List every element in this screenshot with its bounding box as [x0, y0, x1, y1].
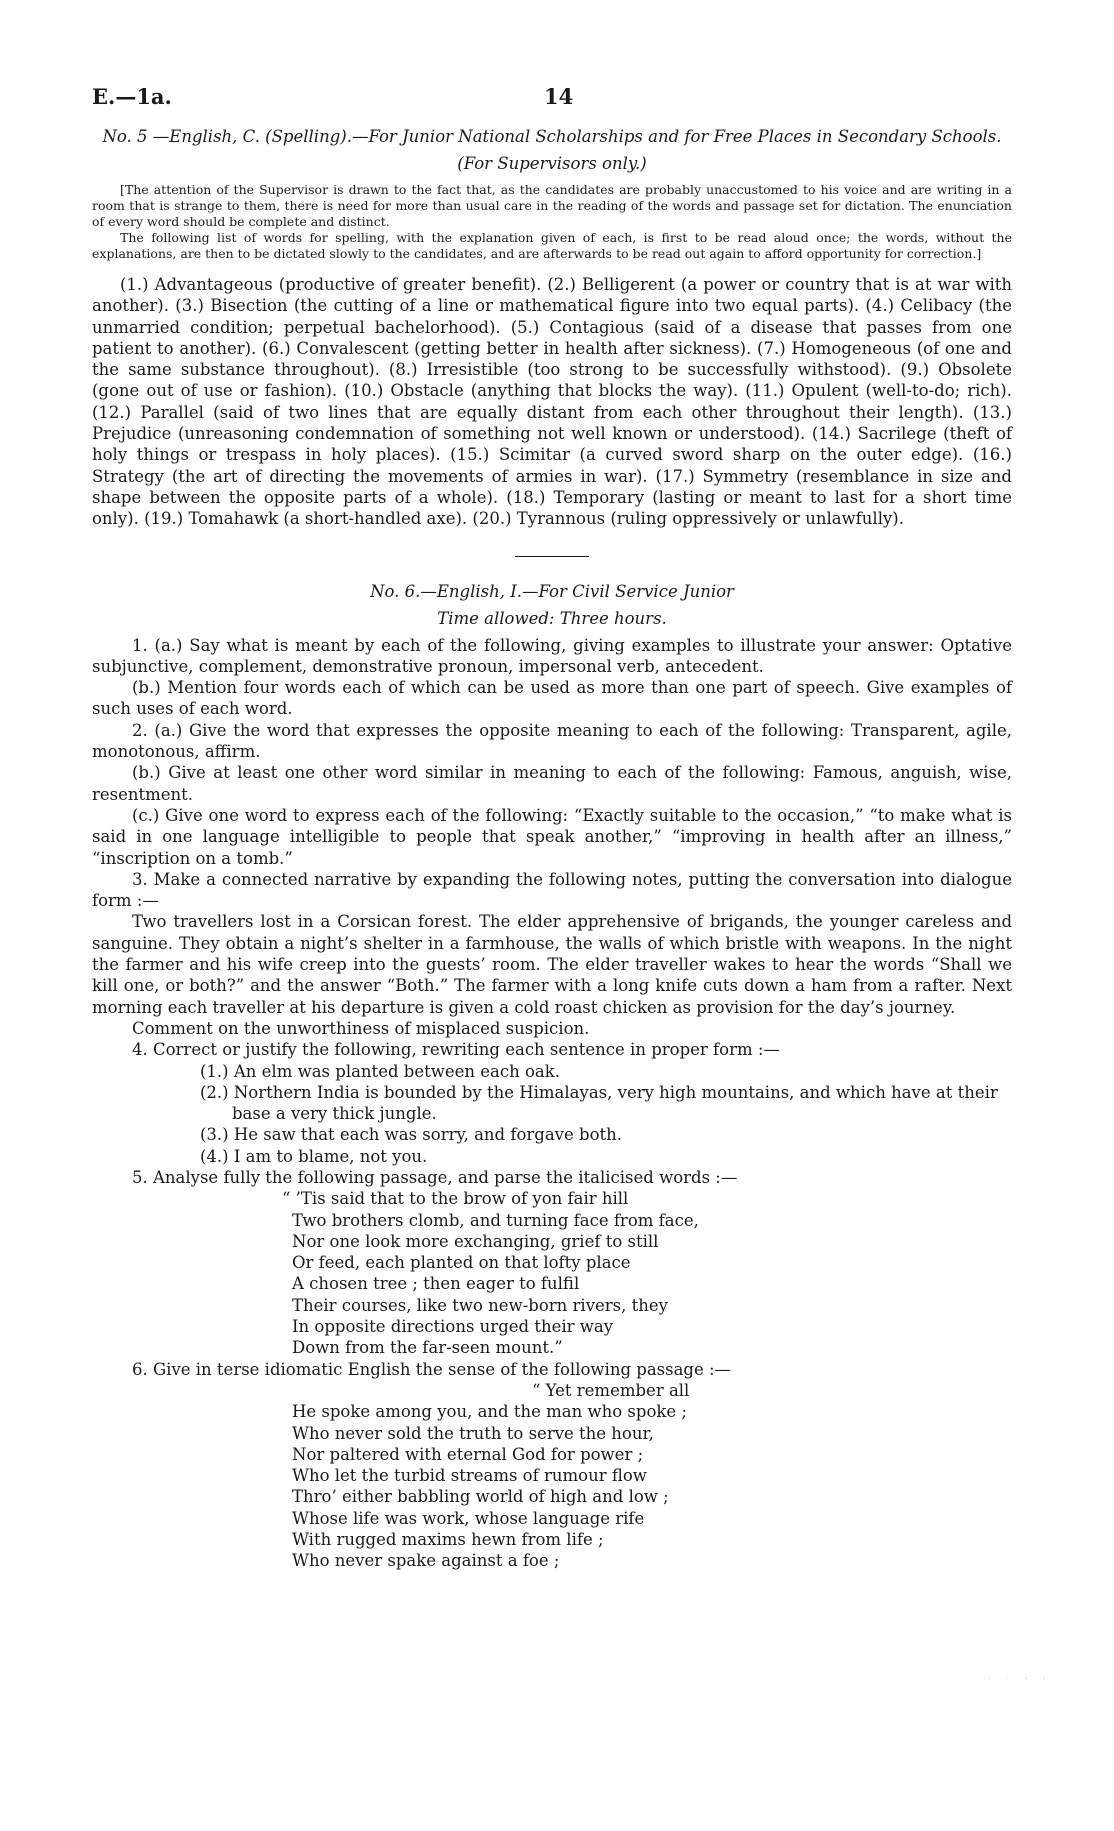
poem-line: With rugged maxims hewn from life ;: [292, 1530, 604, 1550]
document-code: E.—1a.: [92, 84, 172, 109]
poem-line: Thro’ either babbling world of high and low ;: [292, 1487, 669, 1507]
supervisor-instructions: The following list of words for spelling, with the explanation given of each, is first to be read aloud once; the words, without the explanations, are then to be dictated slowly to the candidates, and are afterwards to be read out again to afford opportunity for correction.]: [92, 230, 1012, 261]
question-2c: (c.) Give one word to express each of the following: “Exactly suitable to the occasion,” “to make what is said in one language intelligible to people that speak another,” “improving in health after an illness,” “inscription on a tomb.”: [92, 805, 1012, 868]
poem-line: In opposite directions urged their way: [292, 1317, 614, 1337]
question-5: 5. Analyse fully the following passage, and parse the italicised words :—: [132, 1167, 738, 1187]
question-4-item: (3.) He saw that each was sorry, and forgave both.: [200, 1125, 623, 1145]
poem-line: Two brothers clomb, and turning face from face,: [292, 1210, 699, 1230]
poem-line: He spoke among you, and the man who spoke ;: [292, 1402, 687, 1422]
question-3-comment: Comment on the unworthiness of misplaced suspicion.: [132, 1018, 590, 1038]
poem-line: Who never sold the truth to serve the hour,: [292, 1423, 654, 1443]
question-4-item: (4.) I am to blame, not you.: [200, 1146, 428, 1166]
page-number: 14: [544, 84, 574, 109]
section-6-title: No. 6.—English, I.—For Civil Service Junior: [370, 581, 734, 601]
document-page: [92, 84, 1012, 1572]
supervisor-note: [The attention of the Supervisor is drawn to the fact that, as the candidates are probably unaccustomed to his voice and are writing in a room that is strange to them, there is need for more than usual care in the reading of the words and passage set for dictation. The enunciation of every word should be complete and distinct.: [92, 182, 1012, 229]
question-6: 6. Give in terse idiomatic English the sense of the following passage :—: [132, 1359, 732, 1379]
poem-line: Down from the far-seen mount.”: [292, 1338, 563, 1358]
poem-line: “ Yet remember all: [532, 1380, 690, 1400]
question-2b: (b.) Give at least one other word similar in meaning to each of the following: Famous, anguish, wise, resentment.: [92, 763, 1012, 804]
poem-line: Nor one look more exchanging, grief to still: [292, 1231, 659, 1251]
question-1a: 1. (a.) Say what is meant by each of the following, giving examples to illustrate your answer: Optative subjunctive, complement, demonstrative pronoun, impersonal verb, antecedent.: [92, 635, 1012, 676]
question-1b: (b.) Mention four words each of which can be used as more than one part of speech. Give examples of such uses of each word.: [92, 678, 1012, 719]
question-2a: 2. (a.) Give the word that expresses the opposite meaning to each of the following: Transparent, agile, monotonous, affirm.: [92, 720, 1012, 762]
question-4-item: (1.) An elm was planted between each oak.: [200, 1061, 560, 1081]
question-3: 3. Make a connected narrative by expanding the following notes, putting the conversation into dialogue form :—: [92, 869, 1012, 911]
section-5-subtitle: (For Supervisors only.): [457, 154, 647, 173]
section-5-title: No. 5 —English, C. (Spelling).—For Junior National Scholarships and for Free Places in Secondary Schools.: [102, 127, 1002, 146]
poem-line: Their courses, like two new-born rivers, they: [292, 1295, 668, 1315]
question-5-passage: [92, 1188, 1012, 1358]
section-6: [92, 581, 1012, 1572]
poem-line: Nor paltered with eternal God for power ;: [292, 1444, 644, 1464]
question-4-item: (2.) Northern India is bounded by the Himalayas, very high mountains, and which have at their base a very thick jungle.: [200, 1082, 998, 1124]
poem-line: Who never spake against a foe ;: [292, 1551, 560, 1571]
time-allowed: Time allowed: Three hours.: [437, 608, 667, 628]
poem-line: “ ’Tis said that to the brow of yon fair hill: [282, 1189, 629, 1209]
question-4: 4. Correct or justify the following, rewriting each sentence in proper form :—: [132, 1040, 780, 1060]
section-divider: [515, 556, 589, 557]
spelling-list: (1.) Advantageous (productive of greater benefit). (2.) Belligerent (a power or country that is at war with another). (3.) Bisection (the cutting of a line or mathematical figure into two equal parts). (4.) Celibacy (the unmarried condition; perpetual bachelorhood). (5.) Contagious (said of a disease that passes from one patient to another). (6.) Convalescent (getting better in health after sickness). (7.) Homogeneous (of one and the same substance throughout). (8.) Irresistible (too strong to be successfully withstood). (9.) Obsolete (gone out of use or fashion). (10.) Obstacle (anything that blocks the way). (11.) Opulent (well-to-do; rich). (12.) Parallel (said of two lines that are equally distant from each other throughout their length). (13.) Prejudice (unreasoning condemnation of something not well known or understood). (14.) Sacrilege (theft of holy things or trespass in holy places). (15.) Scimitar (a curved sword sharp on the outer edge). (16.) Strategy (the art of directing the movements of armies in war). (17.) Symmetry (resemblance in size and shape between the opposite parts of a whole). (18.) Temporary (lasting or meant to last for a short time only). (19.) Tomahawk (a short-handled axe). (20.) Tyrannous (ruling oppressively or unlawfully).: [92, 275, 1012, 529]
poem-line: Who let the turbid streams of rumour flow: [292, 1466, 647, 1486]
page-header: [92, 84, 1012, 124]
poem-line: A chosen tree ; then eager to fulfil: [292, 1274, 580, 1294]
section-5: [92, 126, 1012, 530]
poem-line: Or feed, each planted on that lofty place: [292, 1253, 631, 1273]
faint-print-marks: · · · ·: [987, 1674, 1052, 1685]
question-3-notes: Two travellers lost in a Corsican forest. The elder apprehensive of brigands, the younger careless and sanguine. They obtain a night’s shelter in a farmhouse, the walls of which bristle with weapons. In the night the farmer and his wife creep into the guests’ room. The elder traveller wakes to hear the words “Shall we kill one, or both?” and the answer “Both.” The farmer with a long knife cuts down a ham from a rafter. Next morning each traveller at his departure is given a cold roast chicken as provision for the day’s journey.: [92, 912, 1012, 1017]
question-6-passage: [92, 1380, 1012, 1572]
poem-line: Whose life was work, whose language rife: [292, 1508, 645, 1528]
